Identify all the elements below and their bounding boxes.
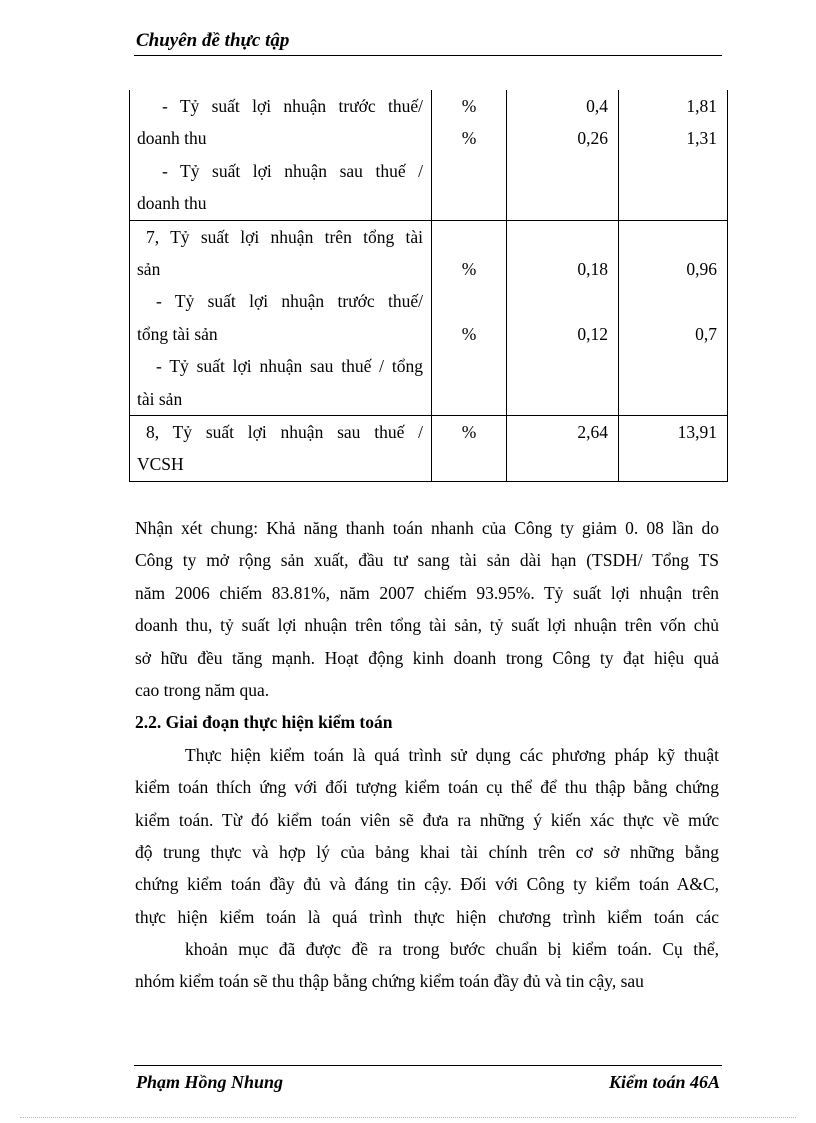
cell-line: % [461, 323, 477, 344]
text-line: sở hữu đều tăng mạnh. Hoạt động kinh doanh trong Công ty đạt hiệu quả [135, 647, 719, 668]
table-row [130, 220, 728, 415]
cell-line: 0,96 [686, 258, 717, 279]
cell-line [619, 221, 727, 253]
text-line: Công ty mở rộng sản xuất, đầu tư sang tài sản dài hạn (TSDH/ Tổng TS [135, 550, 719, 571]
footer-author: Phạm Hồng Nhung [136, 1072, 284, 1092]
text-line: Thực hiện kiểm toán là quá trình sử dụng các phương pháp kỹ thuật [185, 744, 719, 765]
cell-line: - Tỷ suất lợi nhuận trước thuế/ [162, 96, 423, 116]
cell-line: - Tỷ suất lợi nhuận trước thuế/ [156, 291, 423, 312]
description-cell [130, 90, 432, 220]
text-line: kiểm toán. Từ đó kiểm toán viên sẽ đưa ra những ý kiến xác thực về mức [135, 809, 719, 830]
cell-line [432, 285, 506, 317]
cell-line: tài sản [137, 388, 183, 409]
financial-ratio-table [129, 90, 728, 482]
cell-line: doanh thu [137, 128, 207, 149]
description-cell [130, 220, 432, 415]
cell-line: 8, Tỷ suất lợi nhuận sau thuế / [146, 421, 423, 442]
section-heading: 2.2. Giai đoạn thực hiện kiểm toán [135, 712, 393, 733]
cell-line: doanh thu [137, 193, 207, 214]
cell-line: 0,12 [577, 323, 608, 344]
table-row [130, 90, 728, 220]
footer-divider [134, 1065, 722, 1066]
body-paragraph [135, 739, 719, 933]
comment-paragraph [135, 512, 719, 706]
table-row [130, 415, 728, 481]
cell-line: 0,26 [577, 128, 608, 149]
cell-line [432, 221, 506, 253]
page-edge-divider [20, 1117, 796, 1118]
cell-line [432, 350, 506, 382]
text-line: độ trung thực và hợp lý của bảng khai tài chính trên cơ sở những bằng [135, 841, 719, 862]
text-line: khoản mục đã được đề ra trong bước chuẩn bị kiểm toán. Cụ thể, [185, 939, 719, 960]
text-line: chứng kiểm toán đầy đủ và đáng tin cậy. Đối với Công ty kiểm toán A&C, [135, 874, 719, 895]
cell-line [619, 187, 727, 219]
cell-line: sản [137, 258, 161, 279]
cell-line [432, 383, 506, 415]
cell-line [507, 221, 618, 253]
cell-line: 0,4 [586, 96, 608, 116]
text-line: nhóm kiểm toán sẽ thu thập bằng chứng kiểm toán đầy đủ và tin cậy, sau [135, 971, 644, 992]
year-2007-cell [619, 220, 728, 415]
text-line: năm 2006 chiếm 83.81%, năm 2007 chiếm 93.95%. Tỷ suất lợi nhuận trên [135, 582, 719, 603]
cell-line [432, 448, 506, 480]
cell-line [432, 155, 506, 187]
cell-line [507, 155, 618, 187]
cell-line: 1,31 [686, 128, 717, 149]
text-line: Nhận xét chung: Khả năng thanh toán nhanh của Công ty giảm 0. 08 lần do [135, 518, 719, 538]
footer-class: Kiểm toán 46A [608, 1072, 720, 1092]
body-paragraph [135, 933, 719, 998]
cell-line [432, 187, 506, 219]
cell-line: % [461, 258, 477, 279]
text-line: kiểm toán thích ứng với đối tượng kiểm toán cụ thể để thu thập bằng chứng [135, 777, 719, 798]
cell-line [619, 383, 727, 415]
cell-line: - Tỷ suất lợi nhuận sau thuế / tổng [156, 356, 423, 377]
year-2007-cell [619, 415, 728, 481]
cell-line [507, 350, 618, 382]
body-text [135, 512, 719, 998]
description-cell [130, 415, 432, 481]
text-line: thực hiện kiểm toán là quá trình thực hiện chương trình kiểm toán các [135, 906, 719, 927]
text-line: doanh thu, tỷ suất lợi nhuận trên tổng tài sản, tỷ suất lợi nhuận trên vốn chủ [135, 615, 719, 636]
cell-line [507, 383, 618, 415]
unit-cell [432, 90, 507, 220]
cell-line [507, 285, 618, 317]
cell-line: 1,81 [686, 96, 717, 116]
cell-line: % [461, 421, 477, 442]
cell-line: 0,7 [695, 323, 717, 344]
year-2006-cell [507, 220, 619, 415]
cell-line [507, 448, 618, 480]
year-2006-cell [507, 415, 619, 481]
cell-line: 2,64 [577, 421, 608, 442]
cell-line [619, 350, 727, 382]
year-2006-cell [507, 90, 619, 220]
text-line: cao trong năm qua. [135, 679, 270, 700]
cell-line: % [461, 128, 477, 149]
cell-line: 7, Tỷ suất lợi nhuận trên tổng tài [146, 226, 423, 247]
header-divider [134, 55, 722, 56]
cell-line: 0,18 [577, 258, 608, 279]
cell-line [619, 155, 727, 187]
cell-line: % [461, 96, 477, 116]
cell-line [507, 187, 618, 219]
cell-line: - Tỷ suất lợi nhuận sau thuế / [162, 160, 423, 181]
header-title: Chuyên đề thực tập [136, 30, 290, 51]
cell-line: tổng tài sản [137, 323, 218, 344]
unit-cell [432, 220, 507, 415]
cell-line [619, 448, 727, 480]
unit-cell [432, 415, 507, 481]
year-2007-cell [619, 90, 728, 220]
cell-line [619, 285, 727, 317]
cell-line: VCSH [137, 454, 184, 475]
cell-line: 13,91 [677, 421, 717, 442]
